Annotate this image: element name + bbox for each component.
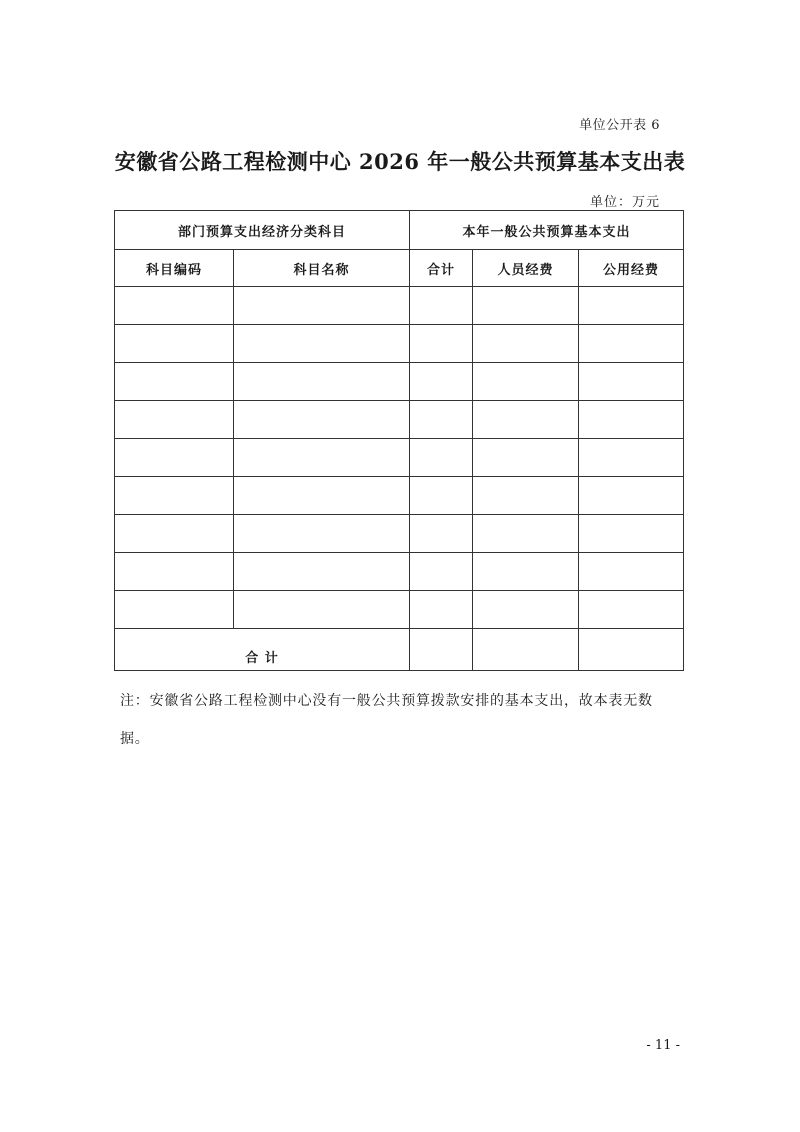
cell-name xyxy=(234,363,410,401)
table-row xyxy=(115,287,684,325)
total-personnel-value xyxy=(473,629,579,671)
cell-name xyxy=(234,401,410,439)
column-header-public: 公用经费 xyxy=(579,250,684,287)
cell-code xyxy=(115,401,234,439)
cell-code xyxy=(115,591,234,629)
cell-public xyxy=(579,591,684,629)
cell-personnel xyxy=(473,553,579,591)
table-row xyxy=(115,553,684,591)
table-row xyxy=(115,401,684,439)
cell-personnel xyxy=(473,439,579,477)
cell-personnel xyxy=(473,401,579,439)
cell-code xyxy=(115,477,234,515)
column-header-name: 科目名称 xyxy=(234,250,410,287)
page-number: - 11 - xyxy=(646,1038,680,1053)
cell-code xyxy=(115,287,234,325)
cell-total xyxy=(410,363,473,401)
column-header-total: 合计 xyxy=(410,250,473,287)
table-row xyxy=(115,591,684,629)
cell-personnel xyxy=(473,287,579,325)
cell-name xyxy=(234,515,410,553)
page-title: 安徽省公路工程检测中心 2026 年一般公共预算基本支出表 xyxy=(114,149,686,174)
cell-code xyxy=(115,363,234,401)
total-value xyxy=(410,629,473,671)
cell-personnel xyxy=(473,325,579,363)
cell-total xyxy=(410,401,473,439)
cell-name xyxy=(234,325,410,363)
column-header-personnel: 人员经费 xyxy=(473,250,579,287)
cell-public xyxy=(579,363,684,401)
cell-public xyxy=(579,325,684,363)
cell-name xyxy=(234,591,410,629)
cell-total xyxy=(410,439,473,477)
table-row xyxy=(115,439,684,477)
table-row xyxy=(115,363,684,401)
cell-personnel xyxy=(473,363,579,401)
cell-public xyxy=(579,515,684,553)
cell-name xyxy=(234,477,410,515)
cell-personnel xyxy=(473,477,579,515)
group-header-economic-classification: 部门预算支出经济分类科目 xyxy=(115,211,410,250)
cell-total xyxy=(410,515,473,553)
cell-code xyxy=(115,515,234,553)
table-row xyxy=(115,325,684,363)
table-note: 注：安徽省公路工程检测中心没有一般公共预算拨款安排的基本支出，故本表无数据。 xyxy=(120,693,653,747)
cell-name xyxy=(234,439,410,477)
total-label: 合 计 xyxy=(115,629,410,671)
cell-total xyxy=(410,591,473,629)
cell-total xyxy=(410,287,473,325)
table-row xyxy=(115,477,684,515)
total-public-value xyxy=(579,629,684,671)
budget-table xyxy=(114,210,684,671)
form-number: 单位公开表 6 xyxy=(579,118,660,133)
cell-total xyxy=(410,477,473,515)
cell-name xyxy=(234,553,410,591)
cell-code xyxy=(115,553,234,591)
cell-public xyxy=(579,287,684,325)
cell-public xyxy=(579,439,684,477)
cell-total xyxy=(410,553,473,591)
table-column-header-row xyxy=(115,250,684,287)
cell-personnel xyxy=(473,515,579,553)
table-group-header-row xyxy=(115,211,684,250)
column-header-code: 科目编码 xyxy=(115,250,234,287)
cell-public xyxy=(579,477,684,515)
table-total-row xyxy=(115,629,684,671)
cell-name xyxy=(234,287,410,325)
table-row xyxy=(115,515,684,553)
group-header-basic-expenditure: 本年一般公共预算基本支出 xyxy=(410,211,684,250)
cell-total xyxy=(410,325,473,363)
cell-code xyxy=(115,439,234,477)
cell-code xyxy=(115,325,234,363)
cell-public xyxy=(579,401,684,439)
unit-label: 单位：万元 xyxy=(589,195,660,210)
cell-personnel xyxy=(473,591,579,629)
cell-public xyxy=(579,553,684,591)
